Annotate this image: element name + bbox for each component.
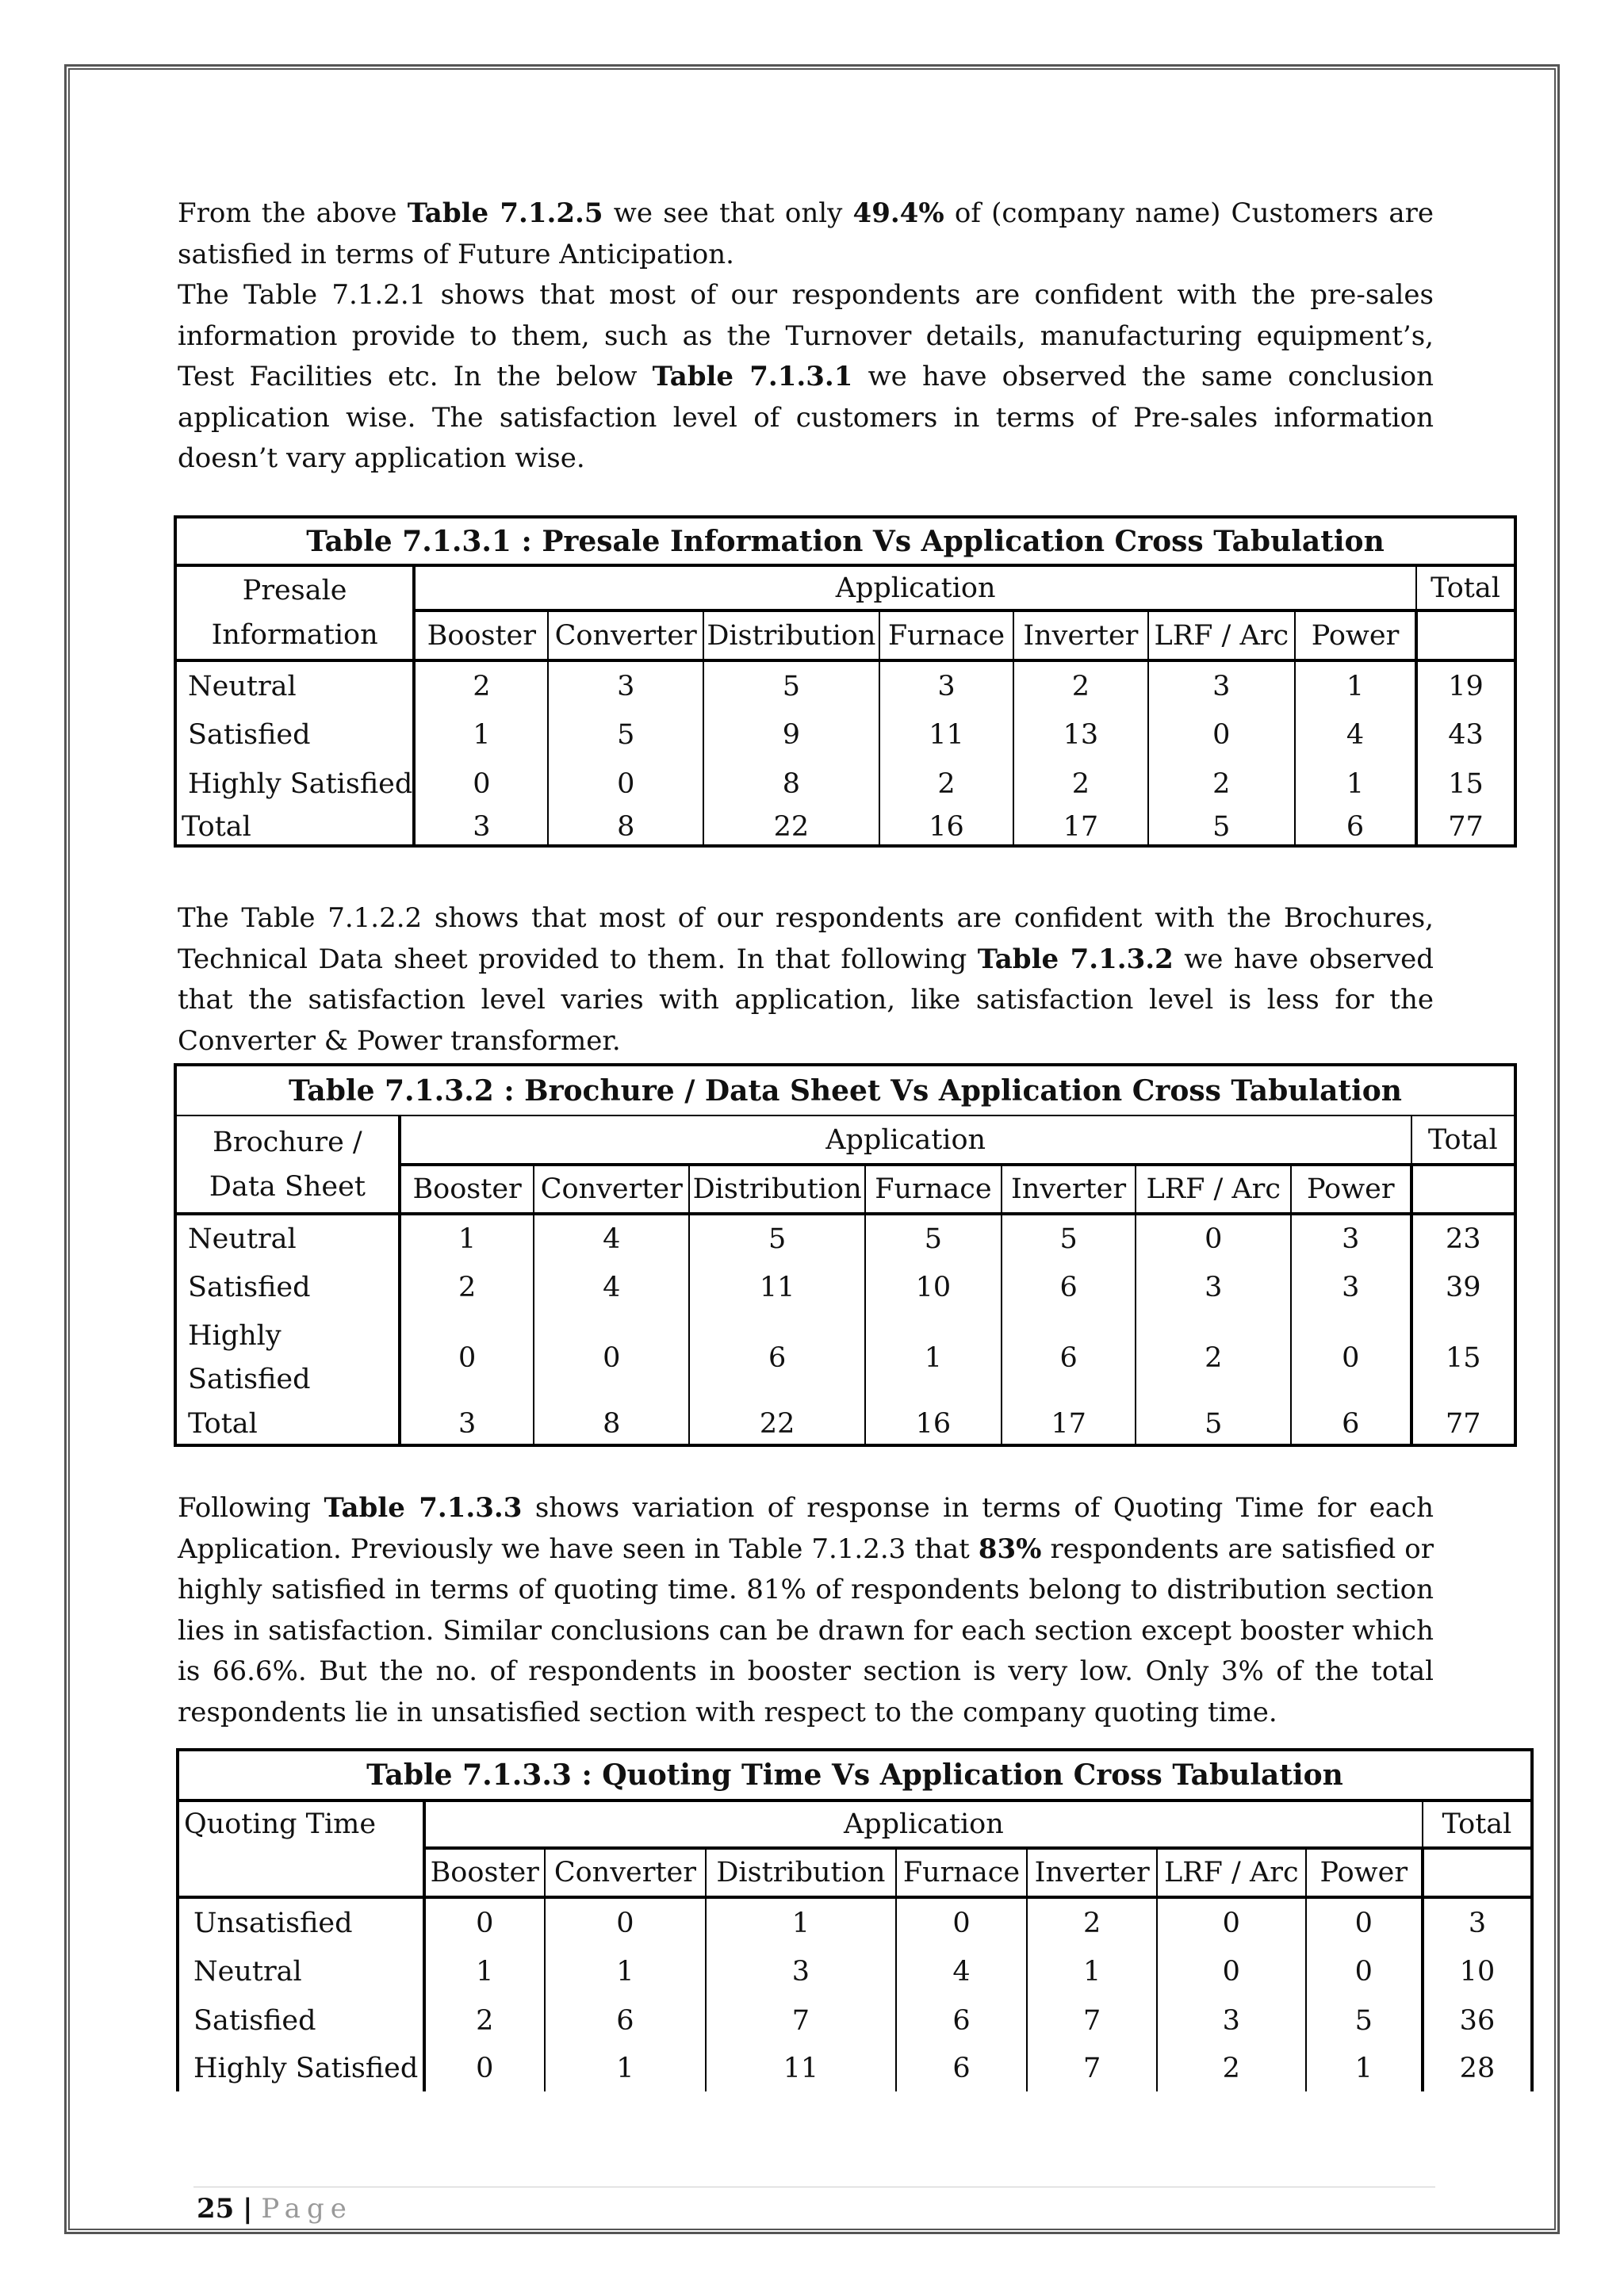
cell: 5 <box>1002 1214 1136 1263</box>
column-header-blank <box>1423 1848 1532 1897</box>
row-header: Presale Information <box>175 565 414 660</box>
group-header-application: Application <box>414 565 1416 610</box>
cell: 0 <box>1148 710 1296 760</box>
cell: 0 <box>424 2045 545 2091</box>
row-label: Highly Satisfied <box>175 760 414 809</box>
cell: 5 <box>1136 1404 1291 1445</box>
cell: 0 <box>1306 1947 1423 1996</box>
table-title: Table 7.1.3.1 : Presale Information Vs Application Cross Tabulation <box>175 517 1515 565</box>
cell: 0 <box>545 1897 707 1947</box>
cell: 9 <box>703 710 879 760</box>
group-header-application: Application <box>424 1800 1423 1848</box>
cell: 7 <box>1027 1996 1157 2045</box>
cell: 2 <box>424 1996 545 2045</box>
row-label: Neutral <box>175 1214 400 1263</box>
page-label: Page <box>261 2193 353 2225</box>
cell: 6 <box>545 1996 707 2045</box>
column-header: Converter <box>534 1165 689 1214</box>
cell-total: 23 <box>1411 1214 1515 1263</box>
cell: 2 <box>1148 760 1296 809</box>
cell-total: 10 <box>1423 1947 1532 1996</box>
table-row <box>175 1263 1515 1312</box>
cell: 1 <box>1295 660 1416 710</box>
cell: 0 <box>414 760 548 809</box>
cell: 3 <box>1148 660 1296 710</box>
cell-total: 39 <box>1411 1263 1515 1312</box>
cell: 0 <box>400 1312 534 1404</box>
cell: 11 <box>879 710 1013 760</box>
column-header: Booster <box>424 1848 545 1897</box>
table-quoting-time <box>176 1748 1534 2091</box>
column-header-blank <box>1411 1165 1515 1214</box>
cell: 0 <box>896 1897 1028 1947</box>
cell: 1 <box>414 710 548 760</box>
cell-total: 15 <box>1411 1312 1515 1404</box>
cell: 1 <box>545 2045 707 2091</box>
paragraph-quoting-time: Following Table 7.1.3.3 shows variation of response in terms of Quoting Time for each Application. Previously we have seen in Table 7.1.2.3 that 83% respondents are satisfied or highly satisfied in terms of quoting time. 81% of respondents belong to distribution section lies in satisfaction. Similar conclusions can be drawn for each section except booster which is 66.6%. But the no. of respondents in booster section is very low. Only 3% of the total respondents lie in unsatisfied section with respect to the company quoting time. <box>178 1492 1434 1728</box>
column-header: LRF / Arc <box>1136 1165 1291 1214</box>
cell: 6 <box>1291 1404 1411 1445</box>
cell: 0 <box>1157 1947 1306 1996</box>
cell: 0 <box>548 760 703 809</box>
column-header: Power <box>1295 610 1416 660</box>
footer-separator: | <box>243 2193 253 2225</box>
row-label: Satisfied <box>175 1263 400 1312</box>
cell: 17 <box>1013 809 1147 846</box>
row-label: Total <box>175 1404 400 1445</box>
cell: 1 <box>865 1312 1002 1404</box>
table-row <box>178 1947 1532 1996</box>
cell: 5 <box>1306 1996 1423 2045</box>
table-row <box>175 1312 1515 1404</box>
table-row-total <box>175 809 1515 846</box>
header-total: Total <box>1416 565 1515 610</box>
row-label: Satisfied <box>175 710 414 760</box>
cell: 8 <box>703 760 879 809</box>
cell: 1 <box>545 1947 707 1996</box>
table-title: Table 7.1.3.3 : Quoting Time Vs Application Cross Tabulation <box>178 1750 1532 1800</box>
cell: 4 <box>534 1263 689 1312</box>
column-header: Furnace <box>896 1848 1028 1897</box>
cell: 8 <box>534 1404 689 1445</box>
cell: 17 <box>1002 1404 1136 1445</box>
paragraph-brochures: The Table 7.1.2.2 shows that most of our respondents are confident with the Brochures, Technical Data sheet provided to them. In that following Table 7.1.3.2 we have observed that the satisfaction level varies with application, like satisfaction level is less for the Converter & Power transformer. <box>178 902 1434 1057</box>
column-header: Inverter <box>1027 1848 1157 1897</box>
cell: 7 <box>706 1996 895 2045</box>
cell-total: 36 <box>1423 1996 1532 2045</box>
cell: 1 <box>1306 2045 1423 2091</box>
column-header: Distribution <box>706 1848 895 1897</box>
row-label: Highly Satisfied <box>178 2045 424 2091</box>
cell: 1 <box>1027 1947 1157 1996</box>
row-label: Neutral <box>178 1947 424 1996</box>
column-header: LRF / Arc <box>1157 1848 1306 1897</box>
column-header: Booster <box>414 610 548 660</box>
cell: 2 <box>1013 660 1147 710</box>
cell: 3 <box>879 660 1013 710</box>
cell: 0 <box>1306 1897 1423 1947</box>
cell: 5 <box>689 1214 865 1263</box>
cell: 2 <box>879 760 1013 809</box>
cell-total: 28 <box>1423 2045 1532 2091</box>
cell: 3 <box>548 660 703 710</box>
row-label: Neutral <box>175 660 414 710</box>
cell: 3 <box>1157 1996 1306 2045</box>
column-header: Distribution <box>703 610 879 660</box>
column-header: Furnace <box>879 610 1013 660</box>
cell: 11 <box>706 2045 895 2091</box>
cell: 3 <box>400 1404 534 1445</box>
row-label: Total <box>175 809 414 846</box>
cell: 1 <box>706 1897 895 1947</box>
table-row <box>178 2045 1532 2091</box>
table-row-total <box>175 1404 1515 1445</box>
cell: 2 <box>1027 1897 1157 1947</box>
cell: 1 <box>1295 760 1416 809</box>
cell: 3 <box>1291 1214 1411 1263</box>
column-header: Converter <box>548 610 703 660</box>
cell: 1 <box>424 1947 545 1996</box>
row-label: Unsatisfied <box>178 1897 424 1947</box>
column-header: Booster <box>400 1165 534 1214</box>
header-total: Total <box>1423 1800 1532 1848</box>
table-row <box>175 660 1515 710</box>
column-header: Distribution <box>689 1165 865 1214</box>
cell: 6 <box>1002 1263 1136 1312</box>
cell: 7 <box>1027 2045 1157 2091</box>
cell: 5 <box>703 660 879 710</box>
header-total: Total <box>1411 1115 1515 1165</box>
cell: 10 <box>865 1263 1002 1312</box>
row-label: Highly Satisfied <box>175 1312 400 1404</box>
column-header: LRF / Arc <box>1148 610 1296 660</box>
cell-total: 3 <box>1423 1897 1532 1947</box>
table-row <box>175 710 1515 760</box>
table-row <box>175 1214 1515 1263</box>
cell-total: 77 <box>1411 1404 1515 1445</box>
cell-total: 77 <box>1416 809 1515 846</box>
page-footer <box>197 2193 353 2225</box>
table-row <box>178 1897 1532 1947</box>
column-header: Furnace <box>865 1165 1002 1214</box>
cell: 2 <box>1013 760 1147 809</box>
cell: 3 <box>706 1947 895 1996</box>
cell: 11 <box>689 1263 865 1312</box>
cell: 5 <box>548 710 703 760</box>
table-presale-information <box>174 515 1517 848</box>
group-header-application: Application <box>400 1115 1411 1165</box>
cell: 0 <box>424 1897 545 1947</box>
cell: 16 <box>879 809 1013 846</box>
cell: 3 <box>1291 1263 1411 1312</box>
cell: 0 <box>534 1312 689 1404</box>
cell: 4 <box>534 1214 689 1263</box>
cell: 0 <box>1291 1312 1411 1404</box>
cell: 22 <box>703 809 879 846</box>
column-header-blank <box>1416 610 1515 660</box>
cell: 5 <box>865 1214 1002 1263</box>
cell: 2 <box>1157 2045 1306 2091</box>
page-number: 25 <box>197 2193 235 2225</box>
cell: 16 <box>865 1404 1002 1445</box>
row-label: Satisfied <box>178 1996 424 2045</box>
cell: 2 <box>414 660 548 710</box>
cell: 6 <box>1002 1312 1136 1404</box>
column-header: Inverter <box>1002 1165 1136 1214</box>
cell: 2 <box>400 1263 534 1312</box>
cell-total: 15 <box>1416 760 1515 809</box>
table-title: Table 7.1.3.2 : Brochure / Data Sheet Vs Application Cross Tabulation <box>175 1065 1515 1115</box>
cell: 2 <box>1136 1312 1291 1404</box>
table-row <box>175 760 1515 809</box>
column-header: Power <box>1291 1165 1411 1214</box>
paragraph-future-anticipation: From the above Table 7.1.2.5 we see that only 49.4% of (company name) Customers are satisfied in terms of Future Anticipation. <box>178 197 1434 270</box>
cell: 1 <box>400 1214 534 1263</box>
cell: 0 <box>1157 1897 1306 1947</box>
row-header: Brochure / Data Sheet <box>175 1115 400 1214</box>
cell-total: 43 <box>1416 710 1515 760</box>
row-header: Quoting Time <box>178 1800 424 1897</box>
table-row <box>178 1996 1532 2045</box>
cell: 6 <box>896 2045 1028 2091</box>
cell: 6 <box>896 1996 1028 2045</box>
cell: 13 <box>1013 710 1147 760</box>
cell: 22 <box>689 1404 865 1445</box>
column-header: Inverter <box>1013 610 1147 660</box>
column-header: Power <box>1306 1848 1423 1897</box>
cell: 5 <box>1148 809 1296 846</box>
table-brochure-data-sheet <box>174 1063 1517 1447</box>
cell: 6 <box>1295 809 1416 846</box>
cell: 3 <box>414 809 548 846</box>
cell: 4 <box>896 1947 1028 1996</box>
paragraph-presales-info: The Table 7.1.2.1 shows that most of our respondents are confident with the pre-sales information provide to them, such as the Turnover details, manufacturing equipment’s, Test Facilities etc. In the below Table 7.1.3.1 we have observed the same conclusion application wise. The satisfaction level of customers in terms of Pre-sales information doesn’t vary application wise. <box>178 279 1434 474</box>
cell-total: 19 <box>1416 660 1515 710</box>
cell: 3 <box>1136 1263 1291 1312</box>
cell: 4 <box>1295 710 1416 760</box>
cell: 6 <box>689 1312 865 1404</box>
column-header: Converter <box>545 1848 707 1897</box>
cell: 0 <box>1136 1214 1291 1263</box>
cell: 8 <box>548 809 703 846</box>
